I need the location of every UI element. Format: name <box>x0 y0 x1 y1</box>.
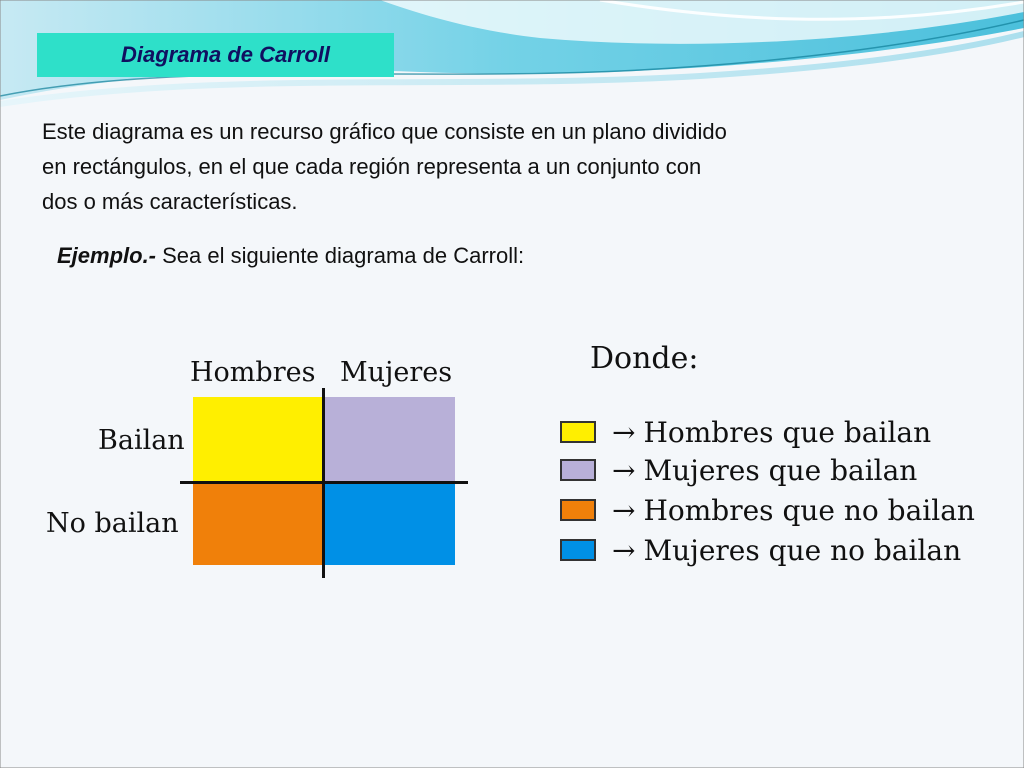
legend-item <box>560 417 931 447</box>
column-header-mujeres: Mujeres <box>340 357 453 388</box>
example-label: Ejemplo.- <box>57 243 157 268</box>
cell-mujeres-no-bailan <box>324 481 455 565</box>
cell-mujeres-bailan <box>324 397 455 481</box>
legend-item <box>560 535 961 565</box>
legend-item <box>560 455 917 485</box>
legend-swatch <box>560 539 596 561</box>
row-header-bailan: Bailan <box>98 425 185 456</box>
legend-title: Donde: <box>590 341 699 376</box>
intro-line: en rectángulos, en el que cada región representa a un conjunto con <box>42 154 702 179</box>
cell-hombres-bailan <box>193 397 324 481</box>
legend-item <box>560 495 975 525</box>
intro-line: Este diagrama es un recurso gráfico que consiste en un plano dividido <box>42 119 727 144</box>
legend-swatch <box>560 459 596 481</box>
legend-label: Hombres que no bailan <box>643 493 975 527</box>
arrow-icon: → <box>612 415 636 449</box>
vertical-divider <box>322 388 325 578</box>
legend-label: Mujeres que no bailan <box>643 533 962 567</box>
arrow-icon: → <box>612 493 636 527</box>
cell-hombres-no-bailan <box>193 481 324 565</box>
title-box <box>37 33 394 77</box>
example-line <box>57 243 524 269</box>
slide-title: Diagrama de Carroll <box>120 42 331 67</box>
legend-label: Mujeres que bailan <box>643 453 918 487</box>
arrow-icon: → <box>612 533 636 567</box>
legend-swatch <box>560 499 596 521</box>
column-header-hombres: Hombres <box>190 357 316 388</box>
row-header-no-bailan: No bailan <box>46 508 179 539</box>
arrow-icon: → <box>612 453 636 487</box>
intro-line: dos o más características. <box>42 189 298 214</box>
legend-label: Hombres que bailan <box>643 415 932 449</box>
legend-swatch <box>560 421 596 443</box>
example-text: Sea el siguiente diagrama de Carroll: <box>156 243 525 268</box>
intro-paragraph <box>42 114 942 219</box>
